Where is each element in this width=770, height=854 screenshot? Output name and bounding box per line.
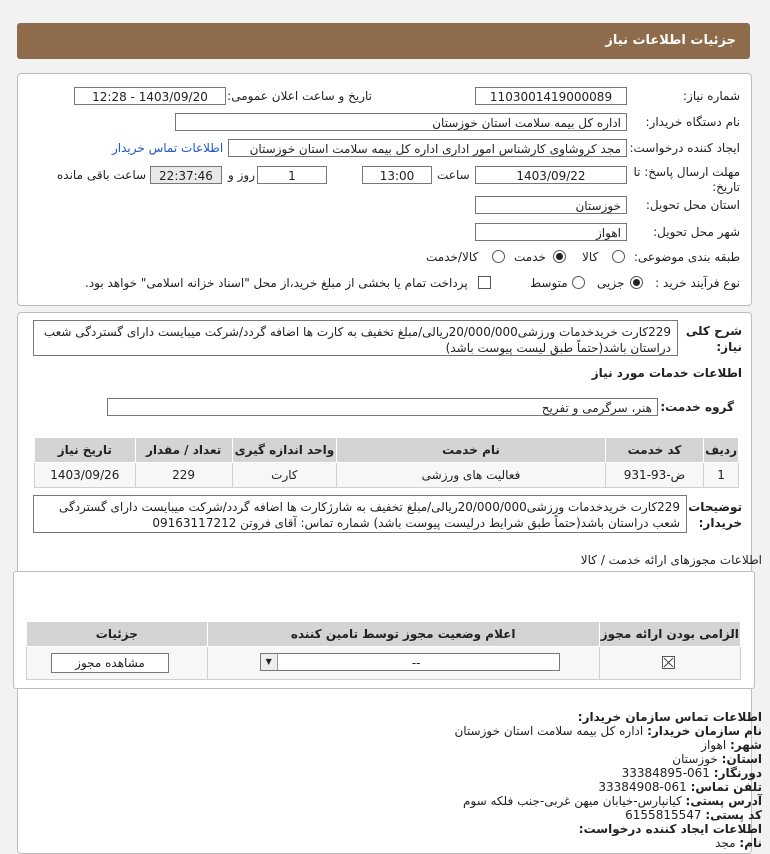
buyer-org-label: نام دستگاه خریدار: <box>645 115 740 129</box>
cell-date: 1403/09/26 <box>35 463 136 488</box>
col-unit: واحد اندازه گیری <box>232 438 337 463</box>
contact-org-row <box>454 724 762 738</box>
summary-label-line2: نیاز: <box>716 340 742 354</box>
deadline-days-field: 1 <box>257 166 327 184</box>
province-field: خوزستان <box>475 196 627 214</box>
category-radio-service[interactable] <box>553 250 566 263</box>
table-row <box>27 647 741 680</box>
contact-org-label: نام سازمان خریدار: <box>647 724 762 738</box>
creator-name-row <box>715 836 762 850</box>
table-row <box>35 463 739 488</box>
contact-phone-value: 061-33384908 <box>598 780 687 794</box>
permit-status-value: -- <box>411 656 421 670</box>
process-option-minor: جزیی <box>597 276 625 290</box>
contact-phone-row <box>598 780 762 794</box>
buyer-org-field: اداره کل بیمه سلامت استان خوزستان <box>175 113 627 131</box>
request-info-panel <box>17 73 752 306</box>
category-radio-goods-service[interactable] <box>492 250 505 263</box>
contact-fax-row <box>622 766 762 780</box>
contact-province-value: خوزستان <box>672 752 718 766</box>
contact-phone-label: تلفن تماس: <box>690 780 762 794</box>
view-permit-button[interactable]: مشاهده مجوز <box>51 653 169 673</box>
cell-unit: کارت <box>232 463 337 488</box>
services-table-header <box>35 438 739 463</box>
process-radio-minor[interactable] <box>630 276 643 289</box>
contact-postal-row <box>625 808 762 822</box>
contact-title: اطلاعات تماس سازمان خریدار: <box>577 710 762 724</box>
contact-fax-label: دورنگار: <box>713 766 762 780</box>
category-option-goods: کالا <box>582 250 599 264</box>
treasury-payment-note: پرداخت تمام یا بخشی از مبلغ خرید،از محل "اسناد خزانه اسلامی" خواهد بود. <box>85 276 468 290</box>
cell-qty: 229 <box>135 463 232 488</box>
buyer-contact-link[interactable]: اطلاعات تماس خریدار <box>112 141 224 155</box>
remaining-time-label: ساعت باقی مانده <box>57 168 147 182</box>
category-option-service: خدمت <box>514 250 546 264</box>
services-section-title: اطلاعات خدمات مورد نیاز <box>591 366 742 380</box>
contact-address-value: کیانپارس-خیابان میهن غربی-جنب فلکه سوم <box>462 794 682 808</box>
service-group-field: هنر، سرگرمی و تفریح <box>107 398 658 416</box>
city-field: اهواز <box>475 223 627 241</box>
col-code: کد خدمت <box>605 438 703 463</box>
announce-datetime-field: 1403/09/20 - 12:28 <box>74 87 226 105</box>
deadline-label-line1: مهلت ارسال پاسخ: تا <box>633 165 740 179</box>
deadline-date-field: 1403/09/22 <box>475 166 627 184</box>
col-date: تاریخ نیاز <box>35 438 136 463</box>
summary-text: 229کارت خریدخدمات ورزشی20/000/000ریالی/مبلغ تخفیف به کارت ها اضافه گردد/شرکت میبایست دارای گستردگی شعب دراستان باشد(حتماً طبق لیست پیوست باشد) <box>33 320 678 356</box>
contact-province-row <box>672 752 762 766</box>
process-option-medium: متوسط <box>530 276 568 290</box>
contact-city-row <box>701 738 762 752</box>
cell-row: 1 <box>704 463 739 488</box>
treasury-payment-checkbox[interactable] <box>478 276 491 289</box>
col-name: نام خدمت <box>337 438 606 463</box>
requester-label: ایجاد کننده درخواست: <box>629 141 740 155</box>
page-header <box>17 23 750 59</box>
permits-table <box>26 621 741 680</box>
deadline-days-label: روز و <box>228 168 255 182</box>
contact-address-label: آدرس پستی: <box>685 794 762 808</box>
category-label: طبقه بندی موضوعی: <box>633 250 740 264</box>
category-radio-goods[interactable] <box>612 250 625 263</box>
city-label: شهر محل تحویل: <box>653 225 740 239</box>
contact-postal-label: کد پستی: <box>705 808 762 822</box>
service-group-label: گروه خدمت: <box>660 400 734 414</box>
contact-address-row <box>463 794 762 808</box>
deadline-time-label: ساعت <box>437 168 470 182</box>
permits-table-header <box>27 622 741 647</box>
permit-status-select[interactable] <box>260 653 560 671</box>
permit-required-checkbox <box>662 656 675 669</box>
summary-label-line1: شرح کلی <box>685 324 742 338</box>
category-option-goods-service: کالا/خدمت <box>426 250 479 264</box>
contact-province-label: استان: <box>721 752 762 766</box>
col-row: ردیف <box>704 438 739 463</box>
cross-icon <box>663 657 674 668</box>
contact-fax-value: 061-33384895 <box>621 766 710 780</box>
cell-name: فعالیت های ورزشی <box>337 463 606 488</box>
need-number-label: شماره نیاز: <box>683 89 740 103</box>
contact-org-value: اداره کل بیمه سلامت استان خوزستان <box>454 724 644 738</box>
creator-name-value: مجد <box>715 836 736 850</box>
province-label: استان محل تحویل: <box>645 198 740 212</box>
permit-col-status: اعلام وضعیت مجوز توسط تامین کننده <box>207 622 599 647</box>
process-radio-medium[interactable] <box>572 276 585 289</box>
deadline-label-line2: تاریخ: <box>712 180 740 194</box>
chevron-down-icon: ▼ <box>261 654 278 670</box>
creator-title: اطلاعات ایجاد کننده درخواست: <box>578 822 762 836</box>
process-label: نوع فرآیند خرید : <box>655 276 740 290</box>
contact-postal-value: 6155815547 <box>625 808 702 822</box>
permit-col-required: الزامی بودن ارائه مجوز <box>599 622 740 647</box>
services-table <box>34 437 739 488</box>
contact-city-label: شهر: <box>730 738 762 752</box>
deadline-time-field: 13:00 <box>362 166 432 184</box>
buyer-notes-label-line2: خریدار: <box>698 516 742 530</box>
permit-col-details: جزئیات <box>27 622 208 647</box>
cell-code: ض-93-931 <box>605 463 703 488</box>
buyer-notes-text: 229کارت خریدخدمات ورزشی20/000/000ریالی/مبلغ تخفیف به شارژکارت ها اضافه گردد/شرکت میبایست دارای گستردگی شعب دراستان باشد(حتماً طبق شرایط درلیست پیوست باشد) شماره تماس: آقای فروتن 09163117212 <box>33 495 687 533</box>
page-title: جزئیات اطلاعات نیاز <box>605 33 736 48</box>
need-number-field: 1103001419000089 <box>475 87 627 105</box>
remaining-time-field: 22:37:46 <box>150 166 222 184</box>
creator-name-label: نام: <box>739 836 762 850</box>
announce-datetime-label: تاریخ و ساعت اعلان عمومی: <box>227 89 372 103</box>
permits-section-title: اطلاعات مجوزهای ارائه خدمت / کالا <box>580 553 762 567</box>
requester-field: مجد کروشاوی کارشناس امور اداری اداره کل بیمه سلامت استان خوزستان <box>228 139 627 157</box>
buyer-notes-label-line1: توضیحات <box>688 500 742 514</box>
col-qty: تعداد / مقدار <box>135 438 232 463</box>
contact-city-value: اهواز <box>701 738 727 752</box>
